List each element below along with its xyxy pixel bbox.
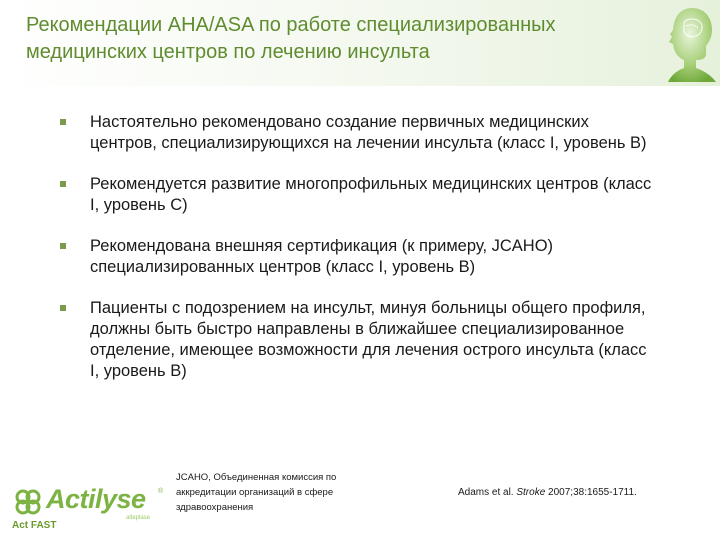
brand-name: Actilyse [46,484,146,514]
slide-title: Рекомендации AHA/ASA по работе специализированных медицинских центров по лечению инсульта [26,14,556,63]
bullet-text: Рекомендуется развитие многопрофильных медицинских центров (класс I, уровень C) [90,175,652,214]
bullet-item [60,236,660,278]
square-bullet-icon [60,243,66,249]
brand-logo [8,484,168,534]
reference-details: 2007;38:1655-1711. [545,487,637,498]
reference-authors: Adams et al. [458,487,517,498]
reference-journal: Stroke [516,487,546,498]
bullet-text: Пациенты с подозрением на инсульт, минуя больницы общего профиля, должны быть быстро направлены в ближайшее специализированное отделение, имеющее возможности для лечения острого инсульта (класс I, уровень B) [90,299,647,380]
human-head-silhouette-icon [662,4,718,82]
slide-header [0,0,720,86]
bullet-item [60,112,660,154]
bullet-list [60,112,660,382]
bullet-item [60,174,660,216]
square-bullet-icon [60,119,66,125]
jcaho-footnote: JCAHO, Объединенная комиссия по аккредитации организаций в сфере здравоохранения [176,472,337,513]
bullet-text: Рекомендована внешняя сертификация (к примеру, JCAHO) специализированных центров (класс I, уровень B) [90,237,554,276]
brand-subtitle: alteplase [126,515,151,521]
reference-footnote [458,487,708,498]
bullet-text: Настоятельно рекомендовано создание первичных медицинских центров, специализирующихся на лечении инсульта (класс I, уровень В) [90,113,647,152]
actilyse-flower-icon [12,486,44,518]
square-bullet-icon [60,305,66,311]
bullet-item [60,298,660,382]
brand-tagline: Act FAST [12,520,57,531]
registered-mark: ® [158,488,164,495]
square-bullet-icon [60,181,66,187]
